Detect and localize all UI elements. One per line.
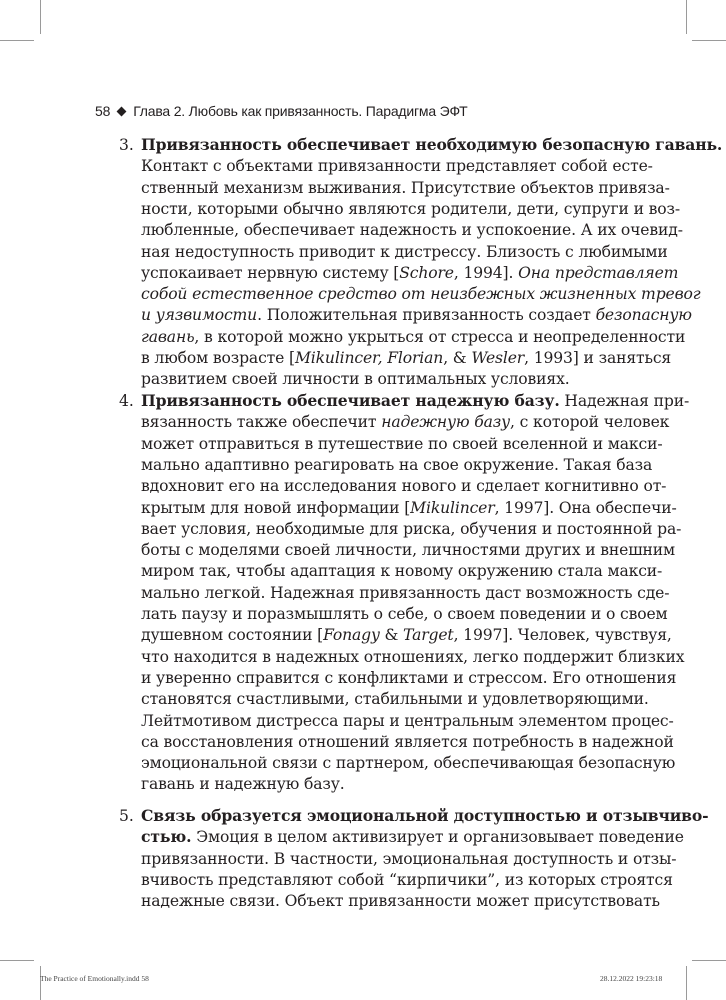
text-run: собой естественное средство от неизбежных жизненных тревог bbox=[141, 285, 701, 304]
text-run: , & bbox=[443, 349, 472, 367]
text-line bbox=[141, 368, 628, 390]
text-line bbox=[141, 848, 677, 870]
crop-mark bbox=[40, 0, 41, 34]
text-run: , 1997]. Человек, чувствуя, bbox=[453, 626, 672, 645]
text-run: любленные, обеспечивает надежность и успокоение. А их очевид- bbox=[141, 221, 683, 240]
diamond-icon bbox=[117, 106, 127, 116]
slug-right: 28.12.2022 19:23:18 bbox=[600, 974, 663, 983]
text-run: вязанность также обеспечит bbox=[141, 413, 382, 432]
page-number: 58 bbox=[95, 103, 111, 119]
text-line bbox=[141, 433, 663, 455]
text-line bbox=[141, 283, 701, 305]
text-line bbox=[141, 326, 686, 348]
text-line bbox=[141, 890, 660, 912]
text-run: и уязвимости bbox=[141, 306, 258, 325]
text-run: эмоциональной связи с партнером, обеспечивающая безопасную bbox=[141, 754, 676, 773]
crop-mark bbox=[0, 960, 34, 961]
crop-mark bbox=[692, 40, 726, 41]
text-line bbox=[141, 241, 668, 263]
text-run: Привязанность обеспечивает необходимую безопасную гавань. bbox=[141, 135, 723, 154]
text-line bbox=[141, 155, 653, 177]
text-run: Wesler bbox=[471, 349, 525, 367]
text-run: привязанности. В частности, эмоциональная доступность и отзы- bbox=[141, 849, 677, 868]
text-line bbox=[141, 688, 649, 710]
list-number: 3. bbox=[119, 136, 134, 154]
text-run: Она представляет bbox=[518, 263, 679, 282]
text-line bbox=[141, 667, 677, 689]
text-run: ная недоступность приводит к дистрессу. Близость с любимыми bbox=[141, 242, 668, 261]
text-line bbox=[141, 497, 677, 519]
chapter-title: Глава 2. Любовь как привязанность. Парадигма ЭФТ bbox=[133, 103, 468, 119]
text-run: безопасную bbox=[595, 306, 692, 325]
text-run: Эмоция в целом активизирует и организовывает поведение bbox=[191, 828, 684, 847]
text-run: крытым для новой информации [ bbox=[141, 498, 411, 517]
text-run: Mikulincer bbox=[410, 498, 495, 517]
crop-mark bbox=[686, 0, 687, 34]
text-run: лать паузу и поразмышлять о себе, о своем поведении и о своем bbox=[141, 605, 668, 623]
text-run: Контакт с объектами привязанности представляет собой есте- bbox=[141, 157, 653, 176]
text-line bbox=[141, 134, 723, 156]
text-line bbox=[141, 304, 692, 326]
text-run: Target bbox=[403, 626, 454, 645]
text-run: Надежная при- bbox=[559, 392, 690, 410]
text-line bbox=[141, 262, 679, 284]
text-run: Mikulincer, Florian bbox=[294, 349, 444, 367]
slug-left: The Practice of Emotionally.indd 58 bbox=[40, 974, 149, 983]
text-run: , 1997]. Она обеспечи- bbox=[494, 498, 677, 517]
text-run: и уверенно справится с конфликтами и стрессом. Его отношения bbox=[141, 668, 677, 687]
text-line bbox=[141, 347, 672, 369]
text-run: что находится в надежных отношениях, легко поддержит близких bbox=[141, 647, 685, 666]
text-run: успокаивает нервную систему [ bbox=[141, 263, 400, 282]
text-line bbox=[141, 177, 670, 199]
text-line bbox=[141, 539, 676, 561]
text-line bbox=[141, 198, 680, 220]
text-run: & bbox=[379, 626, 404, 645]
text-line bbox=[141, 773, 628, 795]
text-run: ности, которыми обычно являются родители, дети, супруги и воз- bbox=[141, 199, 680, 218]
text-line bbox=[141, 582, 670, 604]
text-run: Лейтмотивом дистресса пары и центральным элементом процес- bbox=[141, 711, 674, 730]
text-run: вает условия, необходимые для риска, обучения и постоянной ра- bbox=[141, 519, 682, 538]
text-line bbox=[141, 603, 668, 625]
text-run: Связь образуется эмоциональной доступностью и отзывчиво- bbox=[141, 806, 709, 825]
text-run: надежную базу bbox=[381, 413, 511, 432]
text-run: надежные связи. Объект привязанности может присутствовать bbox=[141, 892, 660, 911]
running-head bbox=[95, 101, 467, 121]
text-line bbox=[141, 560, 663, 582]
text-run: мально легкой. Надежная привязанность даст возможность сде- bbox=[141, 583, 670, 602]
text-run: мально адаптивно реагировать на свое окружение. Такая база bbox=[141, 455, 653, 474]
text-line bbox=[141, 710, 674, 732]
text-run: может отправиться в путешествие по своей вселенной и макси- bbox=[141, 434, 663, 453]
text-line bbox=[141, 518, 682, 540]
text-line bbox=[141, 390, 690, 412]
crop-mark bbox=[686, 966, 687, 1000]
text-line bbox=[141, 475, 667, 497]
text-run: развитием своей личности в оптимальных условиях. bbox=[141, 370, 570, 389]
text-run: гавань и надежную базу. bbox=[141, 775, 345, 794]
text-run: Привязанность обеспечивает надежную базу. bbox=[141, 391, 560, 410]
list-number: 5. bbox=[119, 807, 134, 825]
text-run: боты с моделями своей личности, личностями других и внешним bbox=[141, 541, 676, 560]
text-run: са восстановления отношений является потребность в надежной bbox=[141, 732, 674, 751]
text-run: , 1994]. bbox=[453, 263, 519, 282]
text-run: становятся счастливыми, стабильными и удовлетворяющими. bbox=[141, 690, 649, 709]
text-line bbox=[141, 731, 674, 753]
list-number: 4. bbox=[119, 392, 134, 410]
crop-mark bbox=[0, 40, 34, 41]
text-line bbox=[141, 454, 653, 476]
text-run: в любом возрасте [ bbox=[141, 349, 295, 367]
text-line bbox=[141, 869, 673, 891]
text-line bbox=[141, 826, 684, 848]
text-line bbox=[141, 411, 670, 433]
text-run: Schore bbox=[399, 263, 454, 282]
crop-mark bbox=[692, 960, 726, 961]
text-run: душевном состоянии [ bbox=[141, 626, 324, 645]
text-run: ственный механизм выживания. Присутствие объектов привяза- bbox=[141, 178, 670, 197]
text-run: , с которой человек bbox=[510, 413, 670, 432]
text-run: вчивость представляют собой “кирпичики”, из которых строятся bbox=[141, 870, 673, 889]
text-line bbox=[141, 646, 685, 668]
text-run: , 1993] и заняться bbox=[524, 349, 672, 367]
text-line bbox=[141, 752, 676, 774]
text-run: стью. bbox=[141, 827, 192, 847]
text-run: Fonagy bbox=[323, 626, 380, 645]
text-line bbox=[141, 624, 672, 646]
text-run: гавань bbox=[141, 327, 195, 346]
text-run: вдохновит его на исследования нового и сделает когнитивно от- bbox=[141, 477, 667, 496]
text-line bbox=[141, 805, 709, 827]
text-run: , в которой можно укрыться от стресса и неопределенности bbox=[194, 327, 686, 346]
text-run: миром так, чтобы адаптация к новому окружению стала макси- bbox=[141, 562, 663, 581]
text-line bbox=[141, 219, 683, 241]
text-run: . Положительная привязанность создает bbox=[257, 306, 596, 325]
